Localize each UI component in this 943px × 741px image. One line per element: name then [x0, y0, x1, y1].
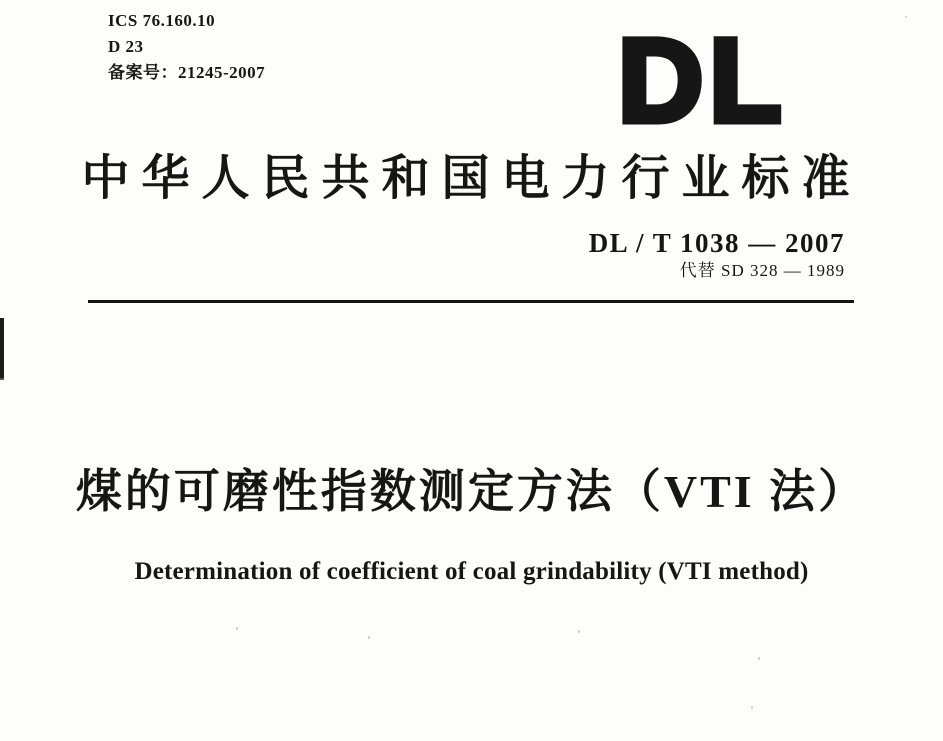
scan-speckle	[751, 706, 753, 709]
dl-logo: DL	[618, 15, 788, 147]
scan-speckle	[368, 636, 370, 639]
ics-code: ICS 76.160.10	[108, 11, 216, 30]
document-title-english: Determination of coefficient of coal grindability (VTI method)	[134, 558, 809, 585]
standard-category-title: 中华人民共和国电力行业标准	[81, 152, 862, 205]
scan-speckle	[905, 16, 907, 18]
record-number: 备案号：21245-2007	[108, 63, 266, 82]
scan-speckle	[236, 627, 238, 630]
scan-speckle	[578, 630, 580, 633]
superseded-standard: 代替 SD 328 — 1989	[679, 261, 845, 280]
classification-code: D 23	[108, 37, 144, 56]
header-divider-rule	[88, 300, 854, 303]
binding-scan-mark	[0, 318, 4, 378]
document-meta-block	[108, 8, 265, 86]
document-title-chinese: 煤的可磨性指数测定方法（VTI 法）	[75, 466, 868, 517]
scan-speckle	[758, 657, 760, 660]
standard-number: DL / T 1038 — 2007	[588, 228, 845, 258]
standard-number-block	[589, 228, 845, 281]
